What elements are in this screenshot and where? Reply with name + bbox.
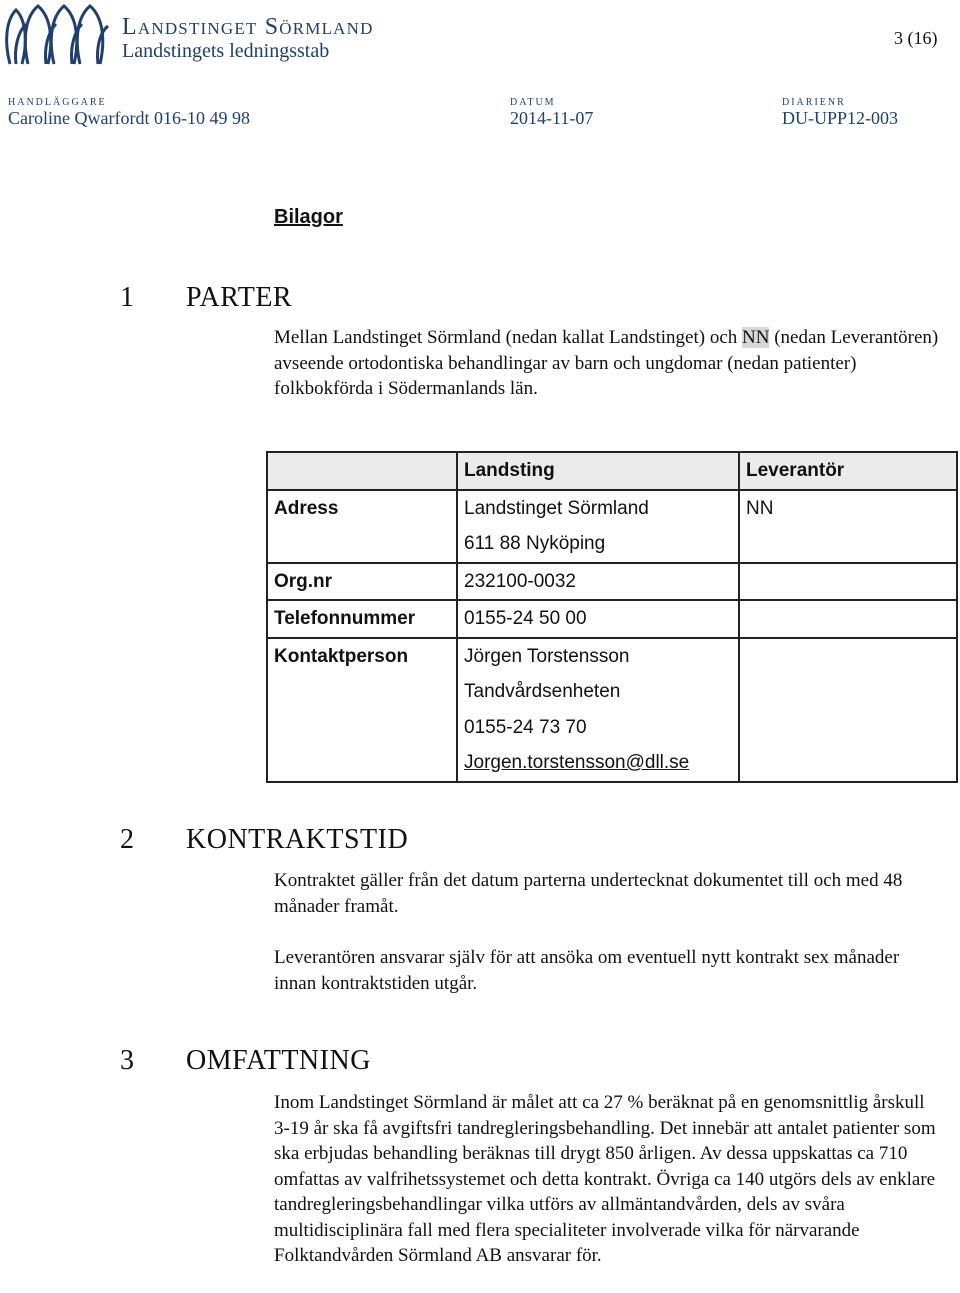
organization-name: Landstinget Sörmland [122,14,374,40]
section-2-paragraph-2: Leverantören ansvarar själv för att ansöka om eventuell nytt kontrakt sex månader innan kontraktstiden utgår. [274,947,900,994]
section-3-number: 3 [120,1045,134,1076]
datum-value: 2014-11-07 [510,108,594,128]
contact-label: Kontaktperson [267,638,457,675]
landstinget-logo-icon [2,2,114,68]
table-row [267,600,957,638]
supplier-name: NN [739,490,957,527]
table-row [267,526,957,563]
table-row [267,710,957,746]
diarienr-label: DIARIENR [782,97,846,108]
parties-table [266,451,958,783]
table-header-empty [267,452,457,490]
section-1-title: PARTER [186,282,293,313]
contact-name: Jörgen Torstensson [457,638,739,675]
contact-unit: Tandvårdsenheten [457,674,739,710]
address-label: Adress [267,490,457,527]
section-1-number: 1 [120,282,134,313]
contact-email-link[interactable]: Jorgen.torstensson@dll.se [464,752,690,773]
section-2-title: KONTRAKTSTID [186,824,409,855]
section-2-paragraph-1: Kontraktet gäller från det datum parterna undertecknat dokumentet till och med 48 månader framåt. [274,870,903,917]
phone-label: Telefonnummer [267,600,457,638]
orgnr-value: 232100-0032 [457,563,739,601]
paragraph-text: Mellan Landstinget Sörmland (nedan kallat Landstinget) och [274,327,743,348]
section-2-number: 2 [120,824,134,855]
orgnr-label: Org.nr [267,563,457,601]
table-header-row [267,452,957,490]
address-line-2: 611 88 Nyköping [457,526,739,563]
supplier-placeholder-highlight: NN [742,327,770,348]
paragraph-text: (nedan Leverantören) avseende ortodontiska behandlingar av barn och ungdomar (nedan patienter) folkbokförda i Södermanlands län. [274,327,939,399]
handlaggare-value: Caroline Qwarfordt 016-10 49 98 [8,108,250,128]
datum-label: DATUM [510,97,556,108]
table-row [267,638,957,675]
table-row [267,674,957,710]
address-line-1: Landstinget Sörmland [457,490,739,527]
section-3-title: OMFATTNING [186,1045,371,1076]
phone-value: 0155-24 50 00 [457,600,739,638]
attachments-link[interactable]: Bilagor [274,206,343,228]
table-row [267,563,957,601]
contact-phone: 0155-24 73 70 [457,710,739,746]
table-header-landsting: Landsting [457,452,739,490]
section-1-paragraph [274,325,944,402]
table-header-leverantor: Leverantör [739,452,957,490]
diarienr-value: DU-UPP12-003 [782,108,899,128]
table-row [267,490,957,527]
department-name: Landstingets ledningsstab [122,40,330,62]
page-number: 3 (16) [894,28,938,48]
table-row [267,745,957,782]
section-3-paragraph: Inom Landstinget Sörmland är målet att ca 27 % beräknat på en genomsnittlig årskull 3-19 år ska få avgiftsfri tandregleringsbehandling. Det innebär att antalet patienter som ska erbjudas behandling beräknas till drygt 850 årligen. Av dessa uppskattas ca 710 omfattas av valfrihetssystemet och detta kontrakt. Övriga ca 140 utgörs dels av enklare tandregleringsbehandlingar vilka utförs av allmäntandvården, dels av svåra multidisciplinära fall med flera specialiteter involverade vilka för närvarande Folktandvården Sörmland AB ansvarar för. [274,1092,936,1266]
handlaggare-label: HANDLÄGGARE [8,97,107,108]
